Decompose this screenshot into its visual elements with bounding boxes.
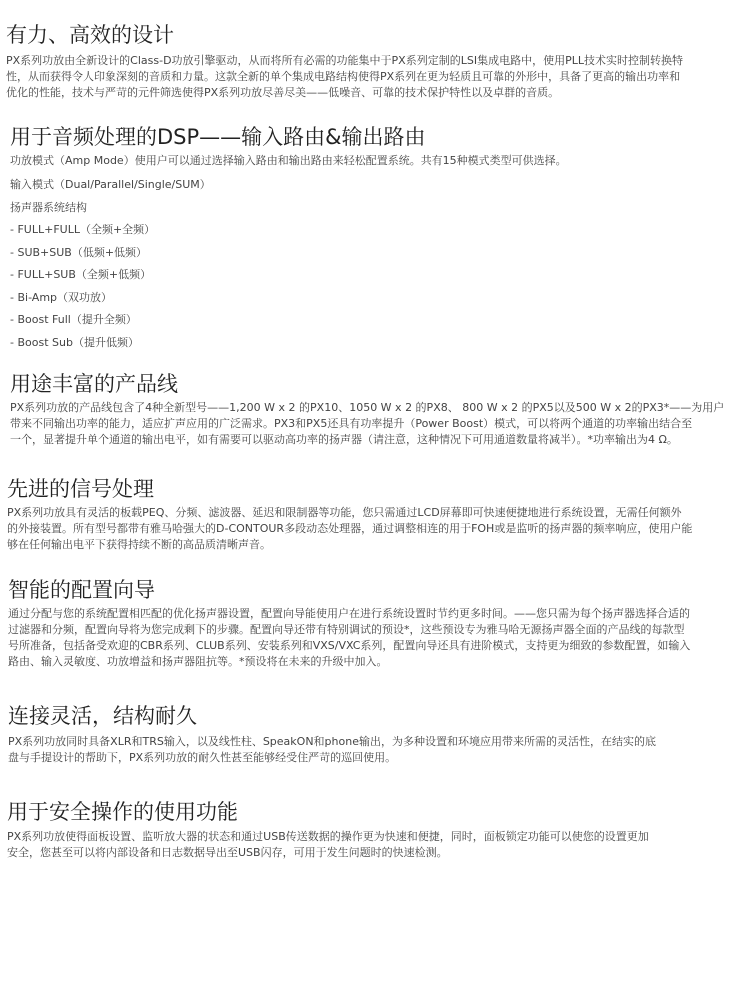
section-heading: 先进的信号处理 <box>7 477 154 501</box>
section-paragraph: PX系列功放由全新设计的Class-D功放引擎驱动，从而将所有必需的功能集中于PX系列定制的LSI集成电路中，使用PLL技术实时控制转换特 性，从而获得令人印象深刻的音质和力量。这款全新的单个集成电路结构使得PX系列在更为轻质且可靠的外形中，具备了更高的输出功率和 优化的性能，技术与严苛的元件筛选使得PX系列功放尽善尽美——低噪音、可靠的技术保护特性以及卓群的音质。 <box>6 54 683 99</box>
list-item: - Boost Sub（提升低频） <box>10 335 139 349</box>
section-product-line <box>0 371 750 448</box>
section-heading: 用途丰富的产品线 <box>10 372 178 396</box>
list-item: 扬声器系统结构 <box>10 200 87 214</box>
section-heading: 用于音频处理的DSP——输入路由&输出路由 <box>10 125 426 149</box>
section-paragraph: PX系列功放的产品线包含了4种全新型号——1,200 W x 2 的PX10、1050 W x 2 的PX8、 800 W x 2 的PX5以及500 W x 2的PX3*——为用户 带来不同输出功率的能力，适应扩声应用的广泛需求。PX3和PX5还具有功率提升（Power Boost）模式，可以将两个通道的功率输出结合至 一个，显著提升单个通道的输出电平，如有需要可以驱动高功率的扬声器（请注意，这种情况下可用通道数量将减半）。*功率输出为4 Ω。 <box>10 401 725 446</box>
section-safe-operation <box>0 799 750 861</box>
amp-mode-list <box>10 174 740 354</box>
section-dsp-routing <box>0 124 750 354</box>
section-heading: 连接灵活，结构耐久 <box>8 704 197 728</box>
list-item: - FULL+FULL（全频+全频） <box>10 223 156 236</box>
section-paragraph: PX系列功放使得面板设置、监听放大器的状态和通过USB传送数据的操作更为快速和便捷，同时，面板锁定功能可以使您的设置更加 安全，您甚至可以将内部设备和日志数据导出至USB闪存，可用于发生问题时的快速检测。 <box>7 830 649 859</box>
list-item: - Boost Full（提升全频） <box>10 313 137 326</box>
list-item: - SUB+SUB（低频+低频） <box>10 245 148 259</box>
section-paragraph: PX系列功放同时具备XLR和TRS输入，以及线性柱、SpeakON和phone输出，为多种设置和环境应用带来所需的灵活性，在结实的底 盘与手提设计的帮助下，PX系列功放的耐久性甚至能够经受住严苛的巡回使用。 <box>8 735 656 764</box>
section-paragraph: PX系列功放具有灵活的板载PEQ、分频、滤波器、延迟和限制器等功能，您只需通过LCD屏幕即可快速便捷地进行系统设置，无需任何额外 的外接装置。所有型号都带有雅马哈强大的D-CONTOUR多段动态处理器，通过调整相连的用于FOH或是监听的扬声器的频率响应，使用户能 够在任何输出电平下获得持续不断的高品质清晰声音。 <box>7 506 693 551</box>
section-paragraph: 功放模式（Amp Mode）使用户可以通过选择输入路由和输出路由来轻松配置系统。共有15种模式类型可供选择。 <box>10 154 567 167</box>
section-heading: 用于安全操作的使用功能 <box>7 800 238 824</box>
section-signal-processing <box>0 476 750 553</box>
section-paragraph: 通过分配与您的系统配置相匹配的优化扬声器设置，配置向导能使用户在进行系统设置时节约更多时间。——您只需为每个扬声器选择合适的 过滤器和分频，配置向导将为您完成剩下的步骤。配置向导还带有特别调试的预设*，这些预设专为雅马哈无源扬声器全面的产品线的每款型 号所准备，包括备受欢迎的CBR系列、CLUB系列、安装系列和VXS/VXC系列，配置向导还具有进阶模式，支持更为细致的参数配置，如输入 路由、输入灵敏度、功放增益和扬声器阻抗等。*预设将在未来的升级中加入。 <box>8 607 691 668</box>
section-heading: 有力、高效的设计 <box>6 23 174 47</box>
section-heading: 智能的配置向导 <box>8 578 155 602</box>
section-connectivity <box>0 703 750 766</box>
list-item: 输入模式（Dual/Parallel/Single/SUM） <box>10 178 211 191</box>
list-item: - FULL+SUB（全频+低频） <box>10 268 152 281</box>
list-item: - Bi-Amp（双功放） <box>10 290 113 304</box>
section-setup-wizard <box>0 577 750 670</box>
section-efficient-design <box>0 22 750 101</box>
